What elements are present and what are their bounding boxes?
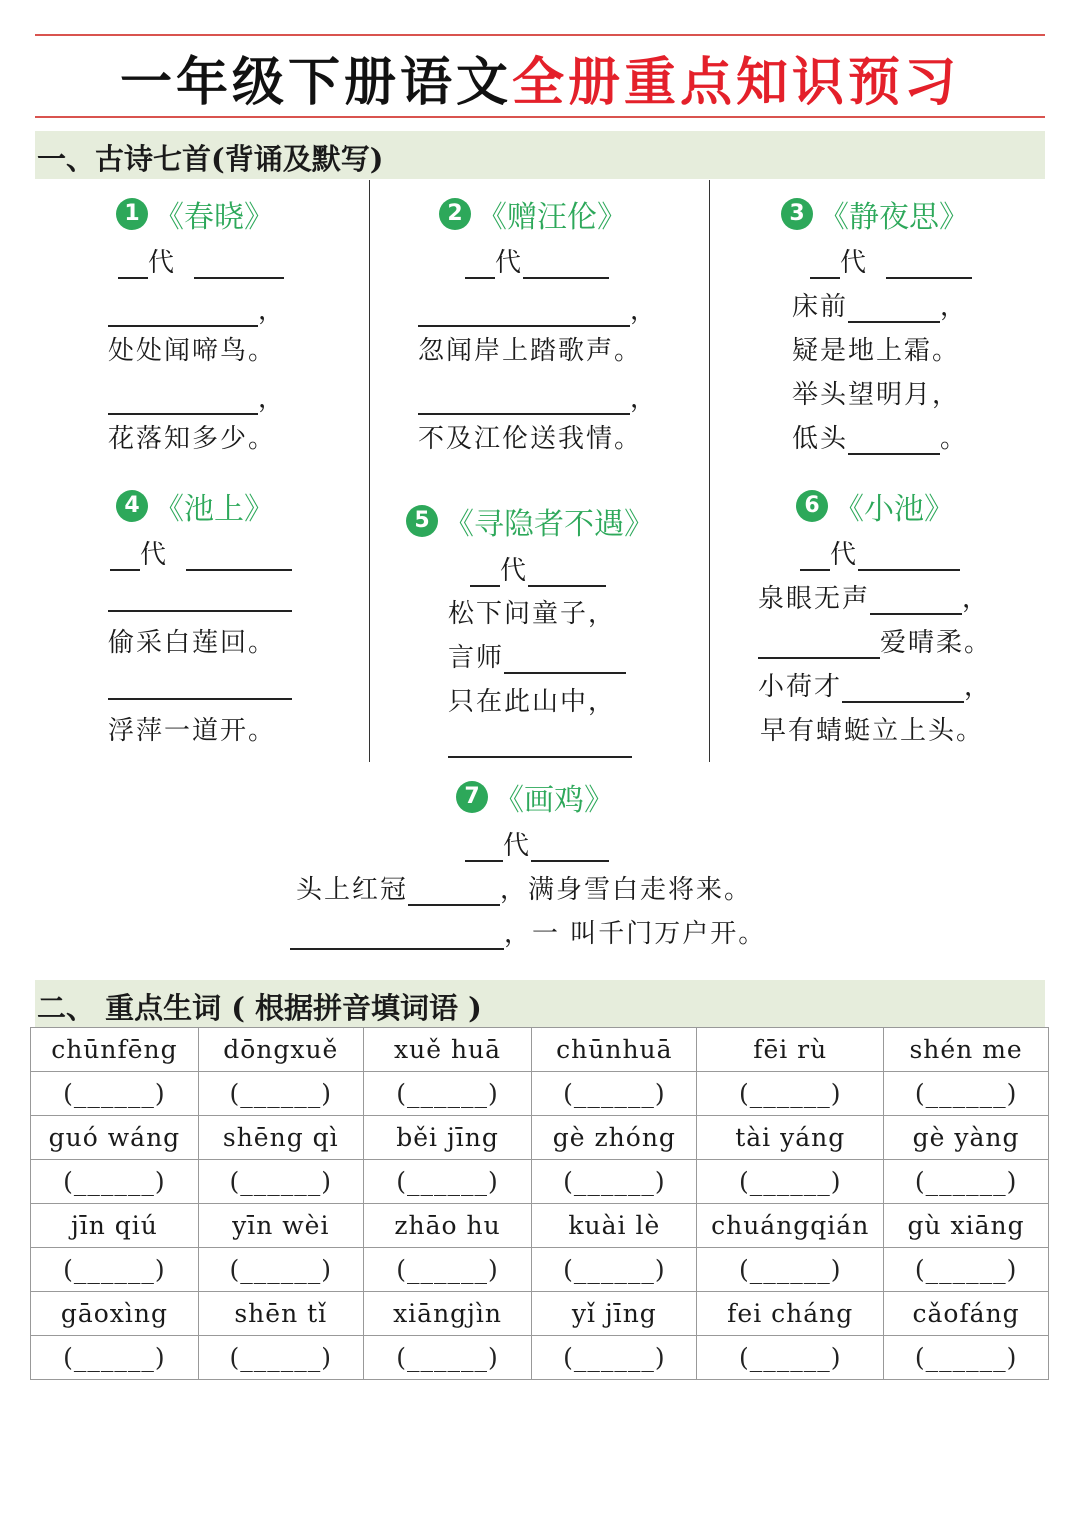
poem-line <box>296 869 752 906</box>
answer-row <box>31 1248 1049 1292</box>
pinyin-cell: shēn tǐ <box>198 1292 363 1336</box>
answer-cell: (______) <box>884 1248 1049 1292</box>
pinyin-cell: fei cháng <box>697 1292 884 1336</box>
line-blank <box>842 675 964 703</box>
line-end: ，满身雪白走将来。 <box>500 875 753 905</box>
pinyin-cell: gè zhóng <box>532 1116 697 1160</box>
poem-line <box>108 670 292 700</box>
dynasty-glyph: 代 <box>140 540 169 570</box>
author-line-6 <box>800 534 960 571</box>
number-badge-4: 4 <box>116 490 148 522</box>
dynasty-glyph: 代 <box>495 248 524 278</box>
line-blank <box>448 730 632 758</box>
poem-title-6 <box>796 484 954 528</box>
poem-line: 举头望明月， <box>792 380 961 410</box>
pinyin-row <box>31 1204 1049 1248</box>
answer-cell: (______) <box>697 1336 884 1380</box>
poem-line: 早有蜻蜓立上头。 <box>760 716 985 746</box>
pinyin-cell: chūnhuā <box>532 1028 697 1072</box>
poem-line: 不及江伦送我情。 <box>418 424 643 454</box>
line-blank <box>290 922 504 950</box>
pinyin-cell: cǎofáng <box>884 1292 1049 1336</box>
line-blank <box>408 878 500 906</box>
answer-cell: (______) <box>363 1336 532 1380</box>
poem-line <box>758 578 990 615</box>
answer-row <box>31 1072 1049 1116</box>
line-start: 低头 <box>792 424 849 454</box>
vocab-table <box>30 1027 1049 1380</box>
poem-line: 花落知多少。 <box>108 424 277 454</box>
answer-cell: (______) <box>697 1072 884 1116</box>
pinyin-cell: chuángqián <box>697 1204 884 1248</box>
poem-line <box>448 637 626 674</box>
author-line-5 <box>470 550 606 587</box>
pinyin-cell: jīn qiú <box>31 1204 199 1248</box>
poem-line: 忽闻岸上踏歌声。 <box>418 336 643 366</box>
comma: ， <box>962 584 991 614</box>
author-blank <box>528 559 606 587</box>
dynasty-glyph: 代 <box>830 540 859 570</box>
line-blank <box>108 584 292 612</box>
answer-cell: (______) <box>363 1160 532 1204</box>
poem-line <box>418 290 658 327</box>
author-line-4 <box>110 534 292 571</box>
answer-cell: (______) <box>198 1160 363 1204</box>
answer-cell: (______) <box>363 1072 532 1116</box>
poem-title-5 <box>406 499 654 543</box>
dynasty-glyph: 代 <box>148 248 177 278</box>
author-line-1 <box>118 242 284 279</box>
bottom-rule <box>35 116 1045 118</box>
answer-row <box>31 1336 1049 1380</box>
poem-line <box>792 286 968 323</box>
pinyin-cell: dōngxuě <box>198 1028 363 1072</box>
poem-title-text-6: 《小池》 <box>834 492 954 527</box>
dynasty-blank <box>465 834 503 862</box>
answer-row <box>31 1160 1049 1204</box>
poem-line: 偷采白莲回。 <box>108 628 277 658</box>
column-divider-left <box>369 180 370 762</box>
answer-cell: (______) <box>884 1336 1049 1380</box>
number-badge-2: 2 <box>439 198 471 230</box>
line-blank <box>848 427 940 455</box>
answer-cell: (______) <box>697 1160 884 1204</box>
dynasty-blank <box>470 559 500 587</box>
answer-cell: (______) <box>31 1160 199 1204</box>
poem-line <box>758 622 992 659</box>
pinyin-cell: guó wáng <box>31 1116 199 1160</box>
author-blank <box>886 251 972 279</box>
pinyin-cell: běi jīng <box>363 1116 532 1160</box>
number-badge-3: 3 <box>781 198 813 230</box>
author-blank <box>531 834 609 862</box>
comma: ， <box>258 296 287 326</box>
pinyin-cell: gù xiāng <box>884 1204 1049 1248</box>
answer-cell: (______) <box>884 1160 1049 1204</box>
poem-title-7 <box>456 775 614 819</box>
line-start: 头上红冠 <box>296 875 409 905</box>
pinyin-cell: gāoxìng <box>31 1292 199 1336</box>
poem-line <box>792 418 968 455</box>
line-blank <box>848 295 940 323</box>
author-line-3 <box>810 242 972 279</box>
line-blank <box>870 587 962 615</box>
pinyin-cell: xiāngjìn <box>363 1292 532 1336</box>
pinyin-cell: fēi rù <box>697 1028 884 1072</box>
answer-cell: (______) <box>198 1248 363 1292</box>
answer-cell: (______) <box>31 1336 199 1380</box>
section-title-poems: 一、古诗七首(背诵及默写) <box>37 142 384 176</box>
answer-cell: (______) <box>884 1072 1049 1116</box>
poem-line: 浮萍一道开。 <box>108 716 277 746</box>
line-start: 泉眼无声 <box>758 584 871 614</box>
pinyin-cell: xuě huā <box>363 1028 532 1072</box>
poem-title-text-5: 《寻隐者不遇》 <box>444 507 654 542</box>
comma: ， <box>940 292 969 322</box>
pinyin-row <box>31 1116 1049 1160</box>
pinyin-cell: zhāo hu <box>363 1204 532 1248</box>
answer-cell: (______) <box>198 1072 363 1116</box>
dynasty-blank <box>465 251 495 279</box>
comma: ， <box>630 296 659 326</box>
line-blank <box>504 646 626 674</box>
answer-cell: (______) <box>532 1336 697 1380</box>
line-blank <box>108 672 292 700</box>
section-header-poems <box>35 131 1045 179</box>
answer-cell: (______) <box>198 1336 363 1380</box>
poem-title-text-1: 《春晓》 <box>154 200 274 235</box>
poem-title-2 <box>439 192 627 236</box>
pinyin-cell: yǐ jīng <box>532 1292 697 1336</box>
poem-line: 只在此山中， <box>448 687 617 717</box>
line-blank <box>758 631 880 659</box>
number-badge-1: 1 <box>116 198 148 230</box>
dynasty-glyph: 代 <box>500 556 529 586</box>
section-title-vocab: 二、 重点生词 ( 根据拼音填词语 ) <box>37 991 482 1025</box>
answer-cell: (______) <box>697 1248 884 1292</box>
author-blank <box>523 251 609 279</box>
poem-title-text-2: 《赠汪伦》 <box>477 200 627 235</box>
answer-cell: (______) <box>31 1248 199 1292</box>
poem-line <box>108 582 292 612</box>
author-blank <box>194 251 284 279</box>
poem-line <box>108 378 286 415</box>
line-blank <box>108 387 258 415</box>
poem-line: 疑是地上霜。 <box>792 336 961 366</box>
author-line-2 <box>465 242 609 279</box>
page-title <box>0 40 1080 115</box>
line-start: 床前 <box>792 292 849 322</box>
answer-cell: (______) <box>532 1248 697 1292</box>
poem-title-text-3: 《静夜思》 <box>819 200 969 235</box>
pinyin-cell: kuài lè <box>532 1204 697 1248</box>
answer-cell: (______) <box>532 1072 697 1116</box>
answer-cell: (______) <box>31 1072 199 1116</box>
poem-title-4 <box>116 484 274 528</box>
number-badge-6: 6 <box>796 490 828 522</box>
dynasty-glyph: 代 <box>840 248 869 278</box>
number-badge-7: 7 <box>456 781 488 813</box>
poem-line: 处处闻啼鸟。 <box>108 336 277 366</box>
dynasty-blank <box>118 251 148 279</box>
pinyin-row <box>31 1028 1049 1072</box>
pinyin-cell: gè yàng <box>884 1116 1049 1160</box>
comma: ， <box>258 384 287 414</box>
pinyin-row <box>31 1292 1049 1336</box>
line-start: 言师 <box>448 643 505 673</box>
comma: ， <box>964 672 993 702</box>
number-badge-5: 5 <box>406 505 438 537</box>
dynasty-glyph: 代 <box>503 831 532 861</box>
section-header-vocab <box>35 980 1045 1028</box>
pinyin-cell: tài yáng <box>697 1116 884 1160</box>
poem-line <box>108 290 286 327</box>
poem-line <box>290 913 766 950</box>
answer-cell: (______) <box>532 1160 697 1204</box>
poem-line <box>418 378 658 415</box>
author-blank <box>186 543 292 571</box>
top-rule <box>35 34 1045 36</box>
period: 。 <box>940 424 969 454</box>
pinyin-cell: yīn wèi <box>198 1204 363 1248</box>
pinyin-cell: chūnfēng <box>31 1028 199 1072</box>
dynasty-blank <box>810 251 840 279</box>
line-end: 爱晴柔。 <box>880 628 993 658</box>
title-black-part: 一年级下册语文 <box>119 53 512 113</box>
dynasty-blank <box>110 543 140 571</box>
line-blank <box>108 299 258 327</box>
poem-title-text-7: 《画鸡》 <box>494 783 614 818</box>
column-divider-right <box>709 180 710 762</box>
line-start: 小荷才 <box>758 672 843 702</box>
author-line-7 <box>465 825 609 862</box>
comma: ， <box>630 384 659 414</box>
author-blank <box>858 543 960 571</box>
poem-title-1 <box>116 192 274 236</box>
poem-line <box>448 728 632 758</box>
pinyin-cell: shēng qì <box>198 1116 363 1160</box>
line-blank <box>418 299 630 327</box>
poem-line <box>758 666 992 703</box>
line-blank <box>418 387 630 415</box>
line-end: ，一 叫千门万户开。 <box>504 919 767 949</box>
pinyin-cell: shén me <box>884 1028 1049 1072</box>
poem-line: 松下问童子， <box>448 599 617 629</box>
poem-title-3 <box>781 192 969 236</box>
dynasty-blank <box>800 543 830 571</box>
title-red-part: 全册重点知识预习 <box>512 53 961 113</box>
poem-title-text-4: 《池上》 <box>154 492 274 527</box>
answer-cell: (______) <box>363 1248 532 1292</box>
